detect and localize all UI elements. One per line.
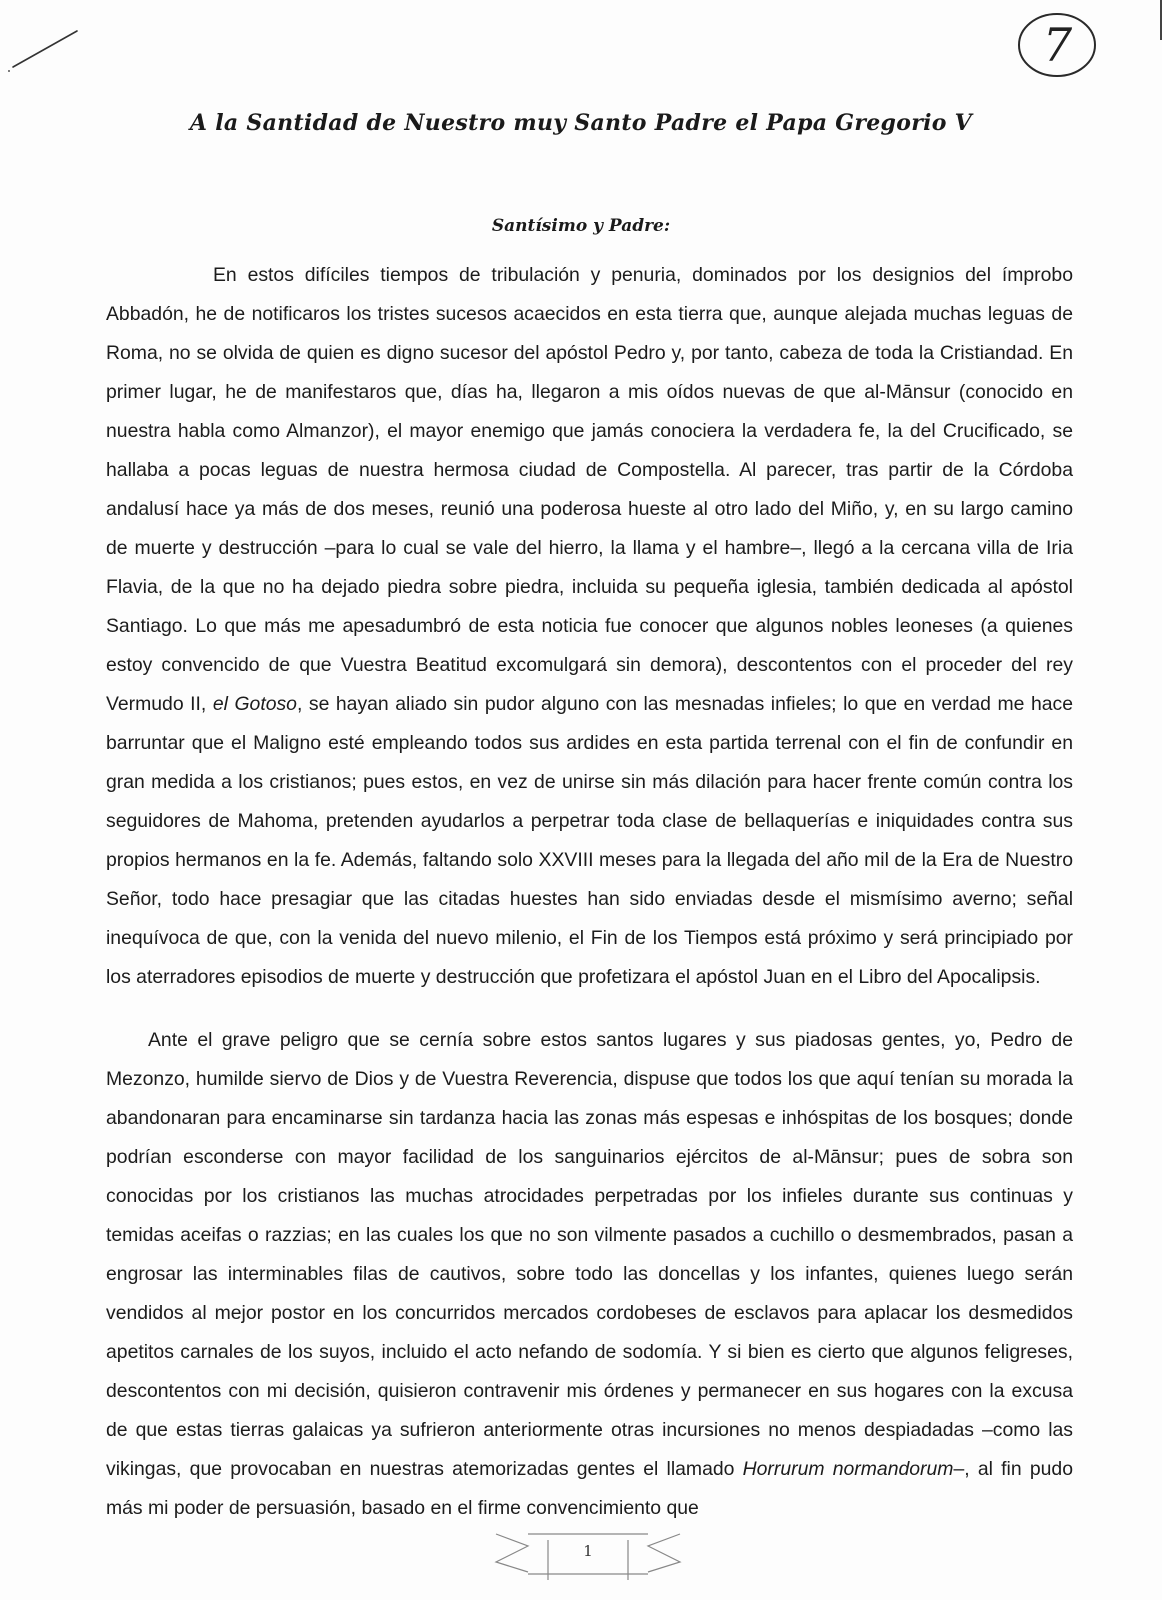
letter-body [106,256,1073,1528]
paragraph-2-italic: Horrurum normandorum [742,1458,954,1480]
paragraph-2-text-a: Ante el grave peligro que se cernía sobre estos santos lugares y sus piadosas gentes, yo, Pedro de Mezonzo, humilde siervo de Dios y de Vuestra Reverencia, dispuse que todos los que aquí tenían su morada la abandonaran para encaminarse sin tardanza hacia las zonas más espesas e inhóspitas de los bosques; donde podrían esconderse con mayor facilidad de los sanguinarios ejércitos de al-Mānsur; pues de sobra son conocidas por los cristianos las muchas atrocidades perpetradas por los infieles durante sus continuas y temidas aceifas o razzias; en las cuales los que no son vilmente pasados a cuchillo o desmembrados, pasan a engrosar las interminables filas de cautivos, sobre todo las doncellas y los infantes, quienes luego serán vendidos al mejor postor en los concurridos mercados cordobeses de esclavos para aplacar los desmedidos apetitos carnales de los suyos, incluido el acto nefando de sodomía. Y si bien es cierto que algunos feligreses, descontentos con mi decisión, quisieron contravenir mis órdenes y permanecer en sus hogares con la excusa de que estas tierras galaicas ya sufrieron anteriormente otras incursiones no menos despiadadas –como las vikingas, que provocaban en nuestras atemorizadas gentes el llamado [106,1029,1073,1480]
paragraph-1-text-a: En estos difíciles tiempos de tribulación y penuria, dominados por los designios del ímprobo Abbadón, he de notificaros los tristes sucesos acaecidos en esta tierra que, aunque alejada muchas leguas de Roma, no se olvida de quien es digno sucesor del apóstol Pedro y, por tanto, cabeza de toda la Cristiandad. En primer lugar, he de manifestaros que, días ha, llegaron a mis oídos nuevas de que al-Mānsur (conocido en nuestra habla como Almanzor), el mayor enemigo que jamás conociera la verdadera fe, la del Crucificado, se hallaba a pocas leguas de nuestra hermosa ciudad de Compostella. Al parecer, tras partir de la Córdoba andalusí hace ya más de dos meses, reunió una poderosa hueste al otro lado del Miño, y, en su largo camino de muerte y destrucción –para lo cual se vale del hierro, la llama y el hambre–, llegó a la cercana villa de Iria Flavia, de la que no ha dejado piedra sobre piedra, incluida su pequeña iglesia, también dedicada al apóstol Santiago. Lo que más me apesadumbró de esta noticia fue conocer que algunos nobles leoneses (a quienes estoy convencido de que Vuestra Beatitud excomulgará sin demora), descontentos con el proceder del rey Vermudo II, [106,264,1073,715]
page-footer [488,1522,688,1586]
handwritten-page-mark [1015,10,1100,80]
page-number: 1 [583,1542,593,1560]
letter-salutation: Santísimo y Padre: [491,216,671,236]
paragraph-1-text-b: , se hayan aliado sin pudor alguno con las mesnadas infieles; lo que en verdad me hace barruntar que el Maligno esté empleando todos sus ardides en esta partida terrenal con el fin de confundir en gran medida a los cristianos; pues estos, en vez de unirse sin más dilación para hacer frente común contra los seguidores de Mahoma, pretenden ayudarlos a perpetrar toda clase de bellaquerías e iniquidades contra sus propios hermanos en la fe. Además, faltando solo XXVIII meses para la llegada del año mil de la Era de Nuestro Señor, todo hace presagiar que las citadas huestes han sido enviadas desde el mismísimo averno; señal inequívoca de que, con la venida del nuevo milenio, el Fin de los Tiempos está próximo y será principiado por los aterradores episodios de muerte y destrucción que profetizara el apóstol Juan en el Libro del Apocalipsis. [106,693,1073,988]
paragraph-1 [106,256,1073,997]
paragraph-1-italic: el Gotoso [212,693,297,715]
pen-stroke-mark [5,25,85,75]
handwritten-number: 7 [1042,18,1073,72]
paragraph-2-text-b: –, al fin pudo más mi poder de persuasión, basado en el firme convencimiento que [106,1458,1073,1519]
paragraph-2 [106,1021,1073,1528]
letter-title: A la Santidad de Nuestro muy Santo Padre el Papa Gregorio V [189,110,973,136]
